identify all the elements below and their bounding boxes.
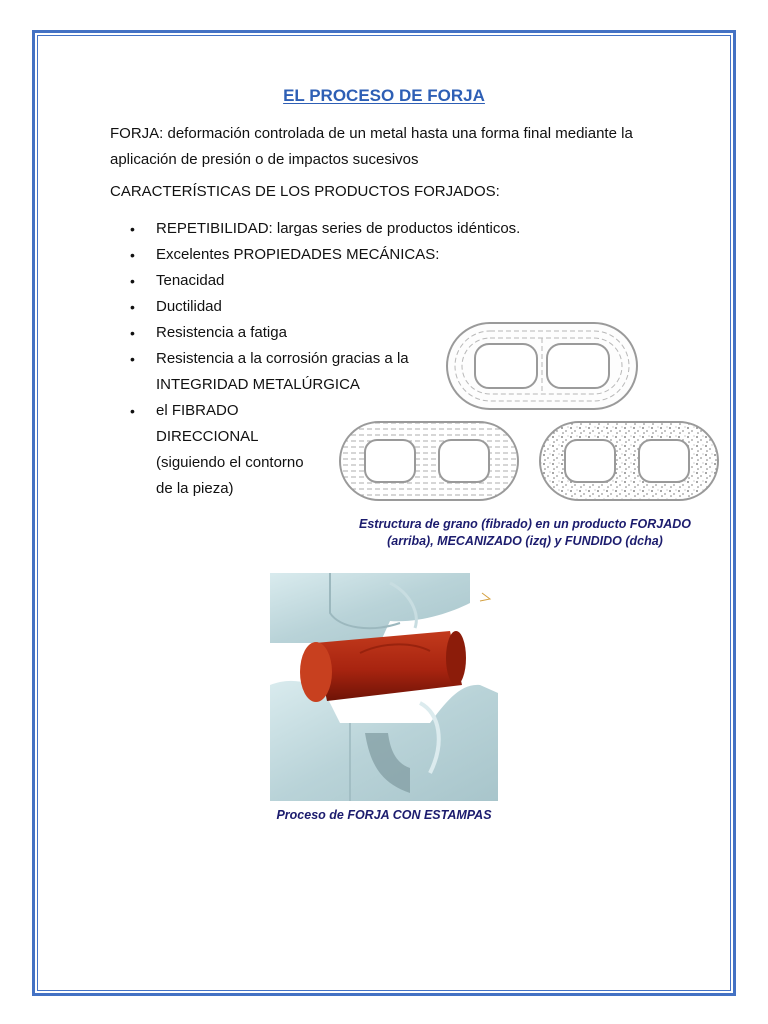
bullet-marker: • xyxy=(130,299,135,315)
list-item: • Excelentes PROPIEDADES MECÁNICAS: xyxy=(130,242,520,268)
machined-part-diagram xyxy=(340,422,518,500)
page-border-inner xyxy=(37,35,731,991)
list-item: • Tenacidad xyxy=(130,268,520,294)
bullet-marker: • xyxy=(130,403,135,419)
bullet-marker: • xyxy=(130,221,135,237)
forging-caption: Proceso de FORJA CON ESTAMPAS xyxy=(276,808,492,822)
list-item: • el FIBRADO xyxy=(130,398,520,424)
bullet-marker: • xyxy=(130,247,135,263)
cast-part-diagram xyxy=(540,422,718,500)
forged-part-diagram xyxy=(447,323,637,409)
list-item: • Ductilidad xyxy=(130,294,520,320)
document-title: EL PROCESO DE FORJA xyxy=(283,86,485,105)
bullet-marker: • xyxy=(130,325,135,341)
list-item-continuation: DIRECCIONAL xyxy=(156,428,259,445)
grain-figure-caption: Estructura de grano (fibrado) en un producto FORJADO (arriba), MECANIZADO (izq) y FUNDIDO (dcha) xyxy=(359,517,691,548)
grain-structure-figure xyxy=(335,318,725,503)
characteristics-heading: CARACTERÍSTICAS DE LOS PRODUCTOS FORJADOS: xyxy=(110,183,500,200)
bullet-marker: • xyxy=(130,273,135,289)
die-forging-illustration xyxy=(270,573,498,801)
list-item: • Resistencia a la corrosión gracias a la xyxy=(130,346,520,372)
forja-definition: FORJA: deformación controlada de un metal hasta una forma final mediante la aplicación de presión o de impactos sucesivos xyxy=(110,125,633,168)
list-item: • REPETIBILIDAD: largas series de productos idénticos. xyxy=(130,216,520,242)
bullet-marker: • xyxy=(130,351,135,367)
list-item-continuation: de la pieza) xyxy=(156,480,234,497)
list-item: • Resistencia a fatiga xyxy=(130,320,520,346)
list-item-continuation: (siguiendo el contorno xyxy=(156,454,304,471)
list-item-continuation: INTEGRIDAD METALÚRGICA xyxy=(156,376,360,393)
